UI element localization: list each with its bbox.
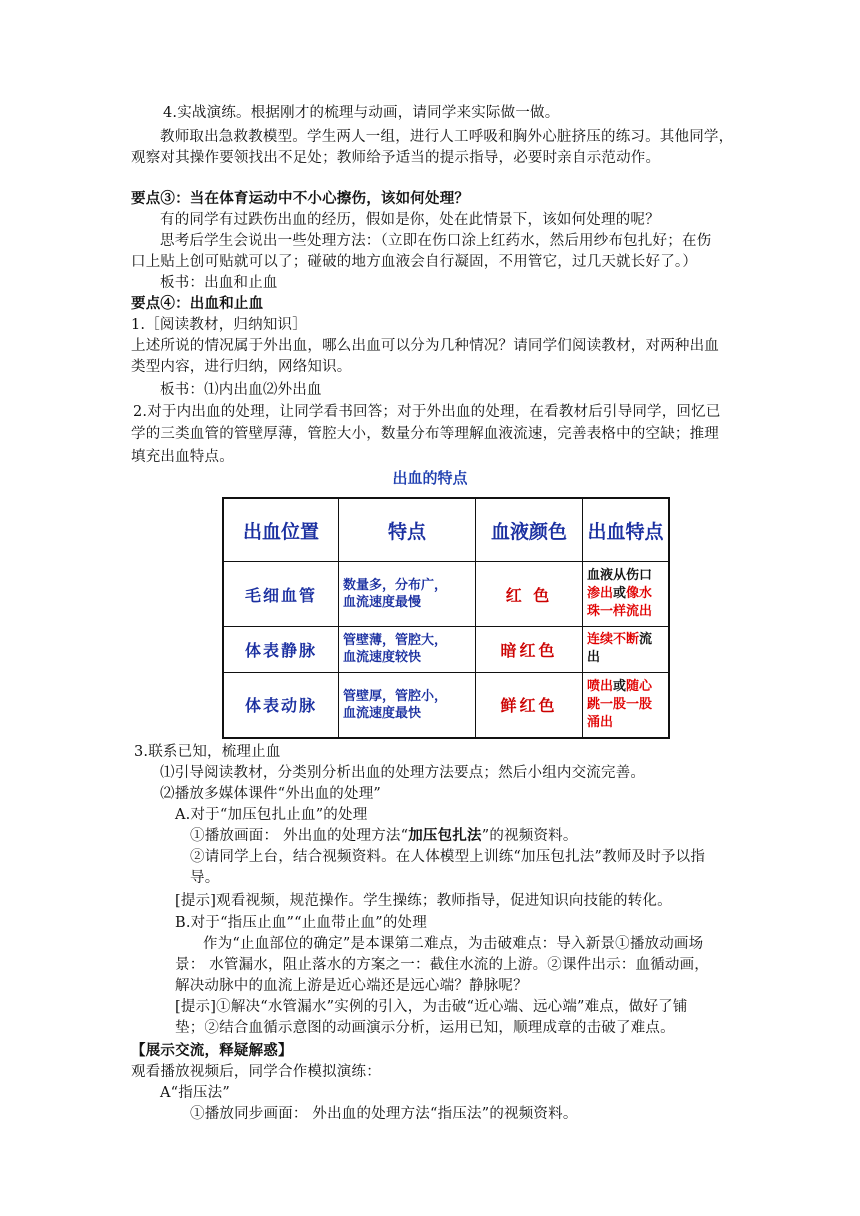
- header-cell: 血液颜色: [476, 498, 583, 562]
- text-line: B.对于“指压止血”“止血带止血”的处理: [175, 915, 427, 931]
- bleed-text-run: 或: [613, 586, 627, 602]
- text-line: 作为“止血部位的确定”是本课第二难点，为击破难点：导入新景①播放动画场: [203, 936, 704, 952]
- bleed-feature-cell: [583, 562, 670, 627]
- bleed-text-run: 或: [613, 678, 627, 694]
- text-line: 4.实战演练。根据刚才的梳理与动画，请同学来实际做一做。: [163, 105, 560, 121]
- text-line: A.对于“加压包扎止血”的处理: [175, 807, 368, 823]
- blood-color-cell: 鲜红色: [476, 672, 583, 738]
- text-line: 观看播放视频后，同学合作模拟演练：: [131, 1064, 381, 1080]
- text-line: 板书：⑴内出血⑵外出血: [160, 382, 322, 398]
- blood-color-cell: 红 色: [476, 562, 583, 627]
- bleed-text-run: 渗: [587, 586, 601, 602]
- text-line: [提示]①解决“水管漏水”实例的引入，为击破“近心端、远心端”难点，做好了铺: [175, 999, 688, 1015]
- text-line: 填充出血特点。: [131, 449, 234, 465]
- text-line: ①播放同步画面： 外出血的处理方法“指压法”的视频资料。: [190, 1106, 578, 1122]
- site-cell: 体表动脉: [223, 672, 339, 738]
- text-line: 导。: [190, 870, 220, 886]
- text-line: 垫；②结合血循示意图的动画演示分析，运用已知，顺理成章的击破了难点。: [175, 1020, 675, 1036]
- bleed-text-run: 血液从伤口: [587, 568, 653, 584]
- table-row: [223, 562, 669, 627]
- text-line: ②请同学上台，结合视频资料。在人体模型上训练“加压包扎法”教师及时予以指: [190, 849, 706, 865]
- bleeding-table: [222, 497, 670, 739]
- bleed-text-run: 像水珠一: [587, 586, 653, 620]
- text-line: 口上贴上创可贴就可以了；碰破的地方血液会自行凝固，不用管它，过几天就长好了。）: [131, 254, 698, 270]
- table-row: [223, 672, 669, 738]
- text-line: A“指压法”: [160, 1085, 230, 1101]
- text-line: 教师取出急救教模型。学生两人一组，进行人工呼吸和胸外心脏挤压的练习。其他同学，: [160, 129, 734, 145]
- section-heading: 【展示交流，释疑解惑】: [131, 1042, 293, 1059]
- text-line: 有的同学有过跌伤出血的经历，假如是你，处在此情景下，该如何处理的呢？: [160, 212, 660, 228]
- text-line: ①播放画面： 外出血的处理方法“加压包扎法”的视频资料。: [190, 827, 578, 844]
- header-cell: 出血位置: [223, 498, 339, 562]
- table-row: [223, 627, 669, 672]
- text-line: 板书：出血和止血: [160, 275, 278, 291]
- bleed-text-run: 一股一股涌出: [587, 696, 653, 730]
- text-line: ⑴引导阅读教材，分类别分析出血的处理方法要点；然后小组内交流完善。: [160, 765, 646, 781]
- text-line: 2.对于内出血的处理，让同学看书回答；对于外出血的处理，在看教材后引导同学，回忆已: [133, 404, 721, 420]
- table-header-row: [223, 498, 669, 562]
- text-line: 1.［阅读教材，归纳知识］: [131, 317, 307, 333]
- text-line: 类型内容，进行归纳，网络知识。: [131, 359, 352, 375]
- table-caption: 出血的特点: [392, 469, 468, 487]
- site-cell: 体表静脉: [223, 627, 339, 672]
- bleed-text-run: 出: [600, 586, 614, 602]
- section-heading: 要点③：当在体育运动中不小心擦伤，该如何处理？: [131, 190, 470, 207]
- bleed-feature-cell: [583, 672, 670, 738]
- bleed-text-run: 样流出: [613, 604, 653, 620]
- section-heading: 要点④：出血和止血: [131, 295, 264, 312]
- feature-cell: 数量多，分布广， 血流速度最慢: [339, 562, 476, 627]
- text-line: 思考后学生会说出一些处理方法：（立即在伤口涂上红药水，然后用纱布包扎好；在伤: [160, 233, 712, 249]
- bleed-feature-cell: [583, 627, 670, 672]
- text-line: 观察对其操作要领找出不足处；教师给予适当的提示指导，必要时亲自示范动作。: [131, 150, 661, 166]
- site-cell: 毛细血管: [223, 562, 339, 627]
- feature-cell: 管壁薄，管腔大， 血流速度较快: [339, 627, 476, 672]
- text-line: 解决动脉中的血流上游是近心端还是远心端？静脉呢？: [175, 978, 528, 994]
- text-line: 3.联系已知，梳理止血: [134, 744, 281, 760]
- text-line: 学的三类血管的管壁厚薄，管腔大小，数量分布等理解血液流速，完善表格中的空缺；推理: [131, 426, 719, 442]
- text-line: [提示]观看视频，规范操作。学生操练；教师指导，促进知识向技能的转化。: [175, 893, 672, 909]
- text-line: 上述所说的情况属于外出血，哪么出血可以分为几种情况？请同学们阅读教材，对两种出血: [131, 338, 719, 354]
- bleed-text-run: 喷出: [587, 678, 614, 694]
- bleed-text-run: 流出: [587, 632, 653, 666]
- header-cell: 出血特点: [583, 498, 670, 562]
- bleed-text-run: 随心跳: [587, 678, 653, 712]
- feature-cell: 管壁厚，管腔小， 血流速度最快: [339, 672, 476, 738]
- text-line: 景： 水管漏水，阻止落水的方案之一：截住水流的上游。②课件出示：血循动画，: [175, 957, 710, 973]
- blood-color-cell: 暗红色: [476, 627, 583, 672]
- header-cell: 特点: [339, 498, 476, 562]
- text-line: ⑵播放多媒体课件“外出血的处理”: [160, 786, 382, 802]
- bleed-text-run: 连续不断: [587, 632, 640, 648]
